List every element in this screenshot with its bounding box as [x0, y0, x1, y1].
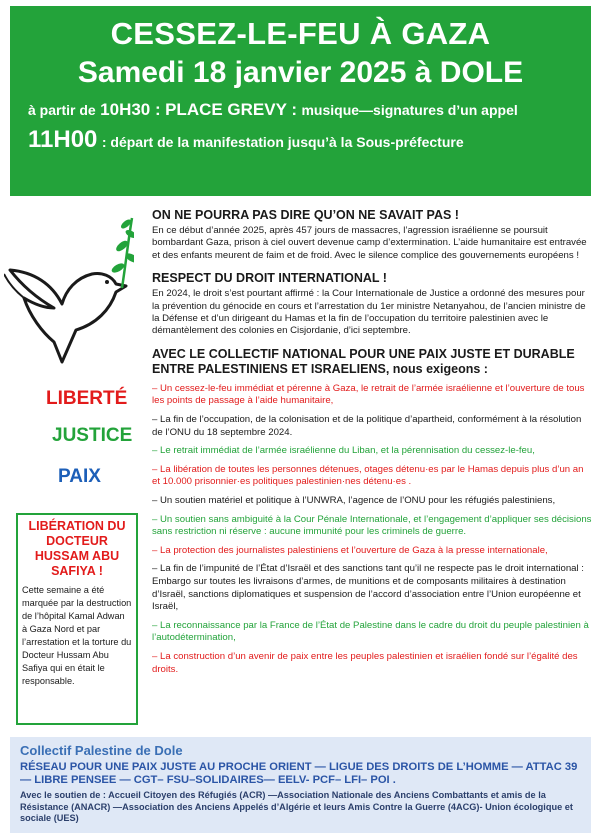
demand-item: – Un cessez-le-feu immédiat et pérenne à Gaza, le retrait de l’armée israélienne et l’ouverture de tous les points de passage à l’aide humanitaire, — [152, 382, 585, 407]
section-title: AVEC LE COLLECTIF NATIONAL POUR UNE PAIX JUSTE ET DURABLE ENTRE PALESTINIENS ET ISRAELIENS, nous exigeons : — [152, 346, 575, 376]
abu-safiya-text: Cette semaine a été marquée par la destruction de l’hôpital Kamal Adwan à Gaza Nord et par l’arrestation et la torture du Docteur Hussam Abu Safiya qui en était le responsable. — [22, 585, 132, 686]
schedule-march: : départ de la manifestation jusqu’à la Sous-préfecture — [101, 134, 464, 150]
schedule-time-1: 10H30 : — [100, 100, 161, 119]
value-justice: JUSTICE — [52, 425, 133, 446]
value-liberte: LIBERTÉ — [46, 388, 128, 409]
demand-item: – La protection des journalistes palestiniens et l’ouverture de Gaza à la presse internationale, — [152, 544, 548, 556]
section-demands — [152, 347, 592, 676]
banner-date: Samedi 18 janvier 2025 à DOLE — [77, 56, 524, 89]
collective-name: Collectif Palestine de Dole — [20, 743, 183, 758]
abu-safiya-box — [16, 513, 138, 725]
banner-title: CESSEZ-LE-FEU À GAZA — [110, 16, 491, 51]
section-title: ON NE POURRA PAS DIRE QU’ON NE SAVAIT PAS ! — [152, 208, 459, 222]
section-text: En 2024, le droit s’est pourtant affirmé : la Cour Internationale de Justice a ordonné des mesures pour la prévention du génocide en cours et l’arrestation du 1er ministre Netanyahou, de l’ancien ministre de la Défense et d’un dirigeant du Hamas et la fin de l’occupation du territoire palestinien avec le démantèlement des colonies en Cisjordanie, d’ici septembre. — [152, 288, 586, 337]
demand-item: – La construction d’un avenir de paix entre les peuples palestinien et israélien fondé sur l’égalité des droits. — [152, 650, 578, 675]
organizers-footer — [10, 737, 591, 833]
demand-item: – La fin de l’occupation, de la colonisation et de la politique d’apartheid, conformément à la résolution de l’ONU du 18 septembre 2024. — [152, 414, 582, 438]
organizations-list: RÉSEAU POUR UNE PAIX JUSTE AU PROCHE ORIENT — LIGUE DES DROITS DE L’HOMME — ATTAC 39 — LIBRE PENSEE — CGT– FSU–SOLIDAIRES— EELV- PCF– LFI– POI . — [20, 761, 578, 786]
demand-item: – La libération de toutes les personnes détenues, otages détenu·es par le Hamas depuis plus d’un an et 10.000 prisonnier·es politiques palestinien·nes détenu·es . — [152, 463, 584, 488]
dove-icon — [4, 212, 134, 382]
banner-schedule-2 — [10, 126, 591, 154]
abu-safiya-title: LIBÉRATION DU DOCTEUR HUSSAM ABU SAFIYA ! — [28, 519, 126, 578]
supporters-list: Avec le soutien de : Accueil Citoyen des Réfugiés (ACR) —Association Nationale des Anciens Combattants et amis de la Résistance (ANACR) —Association des Anciens Appelés d’Algérie et leurs Amis Contre la Guerre (4ACG)- Union écologique et sociale (UES) — [20, 790, 573, 823]
demand-item: – Un soutien sans ambiguité à la Cour Pénale Internationale, et l’engagement d’appliquer ses décisions sans restriction ni réserve : aucune immunité pour les criminels de guerre. — [152, 513, 592, 538]
section-international-law — [152, 271, 592, 338]
schedule-activity: musique—signatures d’un appel — [301, 102, 518, 118]
demands-list — [152, 383, 592, 676]
section-awareness — [152, 208, 592, 262]
value-paix: PAIX — [58, 466, 101, 487]
schedule-time-2: 11H00 — [28, 126, 98, 153]
schedule-place: PLACE GREVY : — [165, 100, 298, 119]
section-title: RESPECT DU DROIT INTERNATIONAL ! — [152, 271, 387, 286]
demand-item: – Un soutien matériel et politique à l’UNWRA, l’agence de l’ONU pour les réfugiés palestiniens, — [152, 495, 556, 506]
main-text-column — [152, 208, 592, 682]
demand-item: – Le retrait immédiat de l’armée israélienne du Liban, et la pérennisation du cessez-le-feu, — [152, 445, 535, 457]
demand-item: – La fin de l’impunité de l’État d’Israël et des sanctions tant qu’il ne respecte pas le droit international : Embargo sur toutes les livraisons d’armes, de munitions et de composants militaires à destination d’Israël, sanctions diplomatiques et suspension de l’accord d’association entre l’Union européenne et Israël, — [152, 563, 584, 613]
demand-item: – La reconnaissance par la France de l’État de Palestine dans le cadre du droit du peuple palestinien à l’autodétermination, — [152, 619, 589, 644]
banner-schedule-1 — [10, 100, 591, 120]
section-text: En ce début d’année 2025, après 457 jours de massacres, l’agression israélienne se poursuit bombardant Gaza, prison à ciel ouvert devenue camp d’extermination. L’aide humanitaire est entravée et des enfants meurent de faim et de froid. Avec le silence complice des gouvernements européens ! — [152, 225, 587, 261]
schedule-prefix: à partir de — [28, 102, 96, 118]
event-banner — [10, 6, 591, 196]
